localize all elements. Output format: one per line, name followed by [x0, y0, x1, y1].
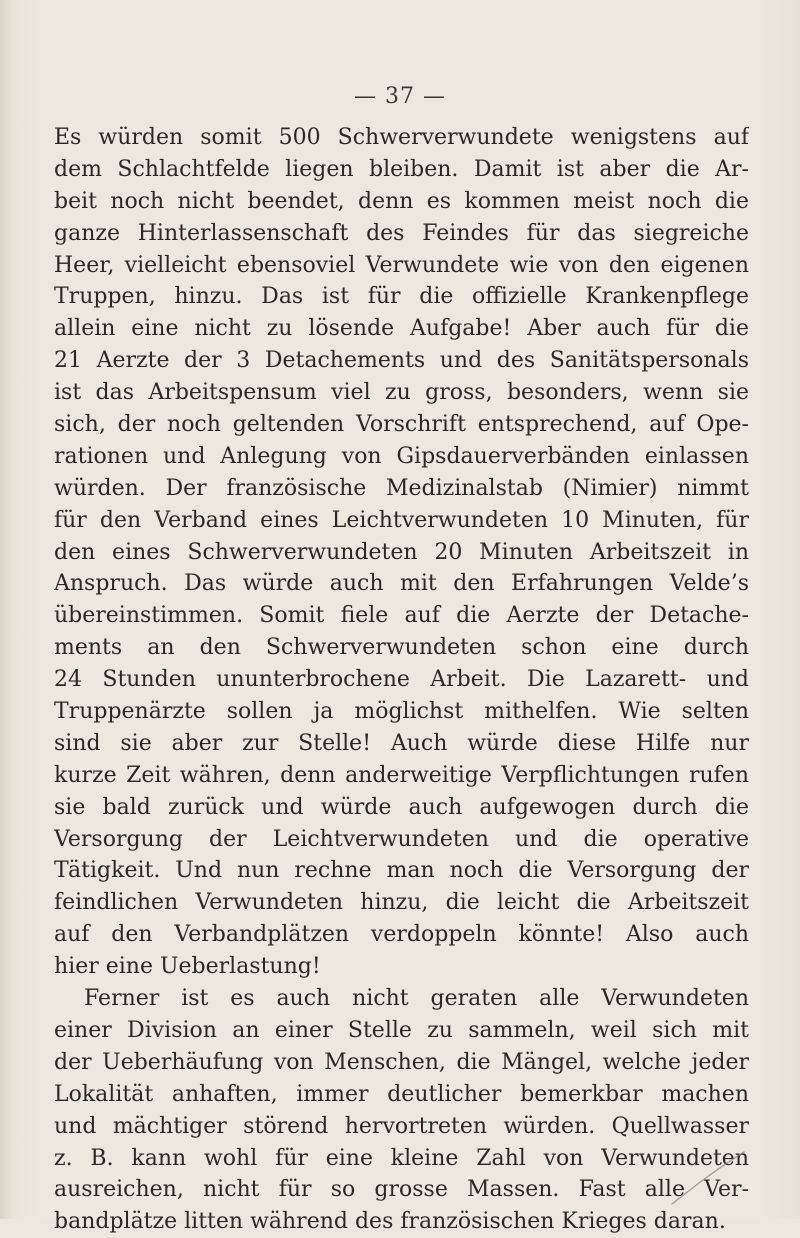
text-line: feindlichen Verwundeten hinzu, die leicht die Arbeitszeit	[54, 890, 749, 916]
text-line: Truppenärzte sollen ja möglichst mithelfen. Wie selten	[54, 699, 749, 725]
text-line: Tätigkeit. Und nun rechne man noch die Versorgung der	[54, 858, 749, 884]
text-line: der Ueberhäufung von Menschen, die Mängel, welche jeder	[54, 1049, 749, 1075]
text-line: für den Verband eines Leichtverwundeten 10 Minuten, für	[54, 507, 749, 533]
text-line: dem Schlachtfelde liegen bleiben. Damit ist aber die Ar-	[54, 156, 749, 182]
body-text	[54, 122, 749, 1238]
text-line: würden. Der französische Medizinalstab (Nimier) nimmt	[54, 475, 749, 501]
text-line: kurze Zeit währen, denn anderweitige Verpflichtungen rufen	[54, 762, 749, 788]
text-line: und mächtiger störend hervortreten würden. Quellwasser	[54, 1113, 749, 1139]
text-line: den eines Schwerverwundeten 20 Minuten Arbeitszeit in	[54, 539, 749, 565]
text-line: Versorgung der Leichtverwundeten und die operative	[54, 826, 749, 852]
text-line: Es würden somit 500 Schwerverwundete wenigstens auf	[54, 125, 749, 150]
text-line: rationen und Anlegung von Gipsdauerverbänden einlassen	[54, 443, 749, 469]
text-line: Ferner ist es auch nicht geraten alle Verwundeten	[84, 986, 749, 1012]
text-line: 24 Stunden ununterbrochene Arbeit. Die Lazarett- und	[54, 667, 749, 693]
text-line: Heer, vielleicht ebensoviel Verwundete wie von den eigenen	[54, 252, 749, 278]
text-line: ganze Hinterlassenschaft des Feindes für das siegreiche	[54, 220, 749, 246]
text-line: Lokalität anhaften, immer deutlicher bemerkbar machen	[54, 1081, 749, 1107]
text-line: sie bald zurück und würde auch aufgewogen durch die	[54, 794, 749, 820]
text-line: beit noch nicht beendet, denn es kommen meist noch die	[54, 188, 749, 214]
text-line: einer Division an einer Stelle zu sammeln, weil sich mit	[54, 1017, 749, 1043]
text-line: ist das Arbeitspensum viel zu gross, besonders, wenn sie	[54, 380, 749, 406]
text-line: Truppen, hinzu. Das ist für die offizielle Krankenpflege	[54, 284, 749, 310]
text-line: z. B. kann wohl für eine kleine Zahl von Verwundeten	[54, 1145, 749, 1171]
text-line: Anspruch. Das würde auch mit den Erfahrungen Velde’s	[54, 571, 749, 597]
text-line: sich, der noch geltenden Vorschrift entsprechend, auf Ope-	[54, 412, 749, 438]
text-line: 21 Aerzte der 3 Detachements und des Sanitätspersonals	[54, 348, 749, 374]
text-line: ausreichen, nicht für so grosse Massen. Fast alle Ver-	[54, 1177, 749, 1203]
pencil-mark	[668, 1148, 748, 1208]
text-line: bandplätze litten während des französischen Krieges daran.	[54, 1209, 726, 1235]
text-line: ments an den Schwerverwundeten schon eine durch	[54, 635, 749, 661]
text-line: übereinstimmen. Somit fiele auf die Aerzte der Detache-	[54, 603, 749, 629]
text-line: allein eine nicht zu lösende Aufgabe! Aber auch für die	[54, 316, 749, 342]
text-line: hier eine Ueberlastung!	[54, 954, 321, 980]
text-line: sind sie aber zur Stelle! Auch würde diese Hilfe nur	[54, 730, 749, 756]
page-number: — 37 —	[354, 84, 446, 109]
text-line: auf den Verbandplätzen verdoppeln könnte! Also auch	[54, 922, 749, 948]
